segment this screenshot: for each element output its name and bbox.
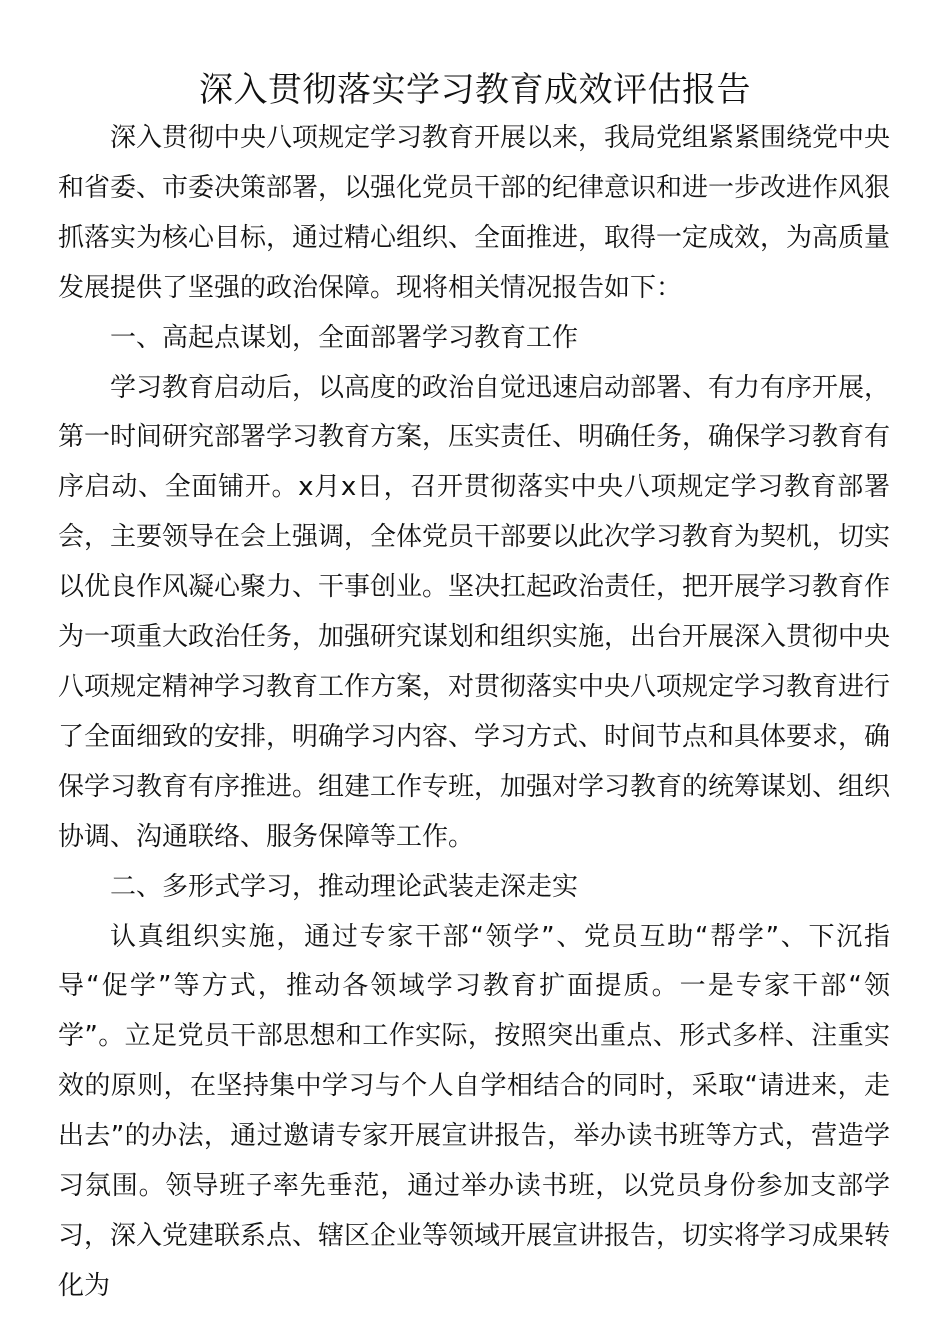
document-title: 深入贯彻落实学习教育成效评估报告 [199,70,751,110]
document-body [58,114,890,1312]
intro-paragraph: 深入贯彻中央八项规定学习教育开展以来，我局党组紧紧围绕党中央和省委、市委决策部署，以强化党员干部的纪律意识和进一步改进作风狠抓落实为核心目标，通过精心组织、全面推进，取得一定成效，为高质量发展提供了坚强的政治保障。现将相关情况报告如下： [58,123,891,303]
section-heading-2: 二、多形式学习，推动理论武装走深走实 [110,871,579,902]
section-1-paragraph: 学习教育启动后，以高度的政治自觉迅速启动部署、有力有序开展，第一时间研究部署学习教育方案，压实责任、明确任务，确保学习教育有序启动、全面铺开。x月x日，召开贯彻落实中央八项规定学习教育部署会，主要领导在会上强调，全体党员干部要以此次学习教育为契机，切实以优良作风凝心聚力、干事创业。坚决扛起政治责任，把开展学习教育作为一项重大政治任务，加强研究谋划和组织实施，出台开展深入贯彻中央八项规定精神学习教育工作方案，对贯彻落实中央八项规定学习教育进行了全面细致的安排，明确学习内容、学习方式、时间节点和具体要求，确保学习教育有序推进。组建工作专班，加强对学习教育的统筹谋划、组织协调、沟通联络、服务保障等工作。 [58,372,891,852]
section-2-paragraph: 认真组织实施，通过专家干部“领学”、党员互助“帮学”、下沉指导“促学”等方式，推动各领域学习教育扩面提质。一是专家干部“领学”。立足党员干部思想和工作实际，按照突出重点、形式多样、注重实效的原则，在坚持集中学习与个人自学相结合的同时，采取“请进来，走出去”的办法，通过邀请专家开展宣讲报告，举办读书班等方式，营造学习氛围。领导班子率先垂范，通过举办读书班，以党员身份参加支部学习，深入党建联系点、辖区企业等领域开展宣讲报告，切实将学习成果转化为 [58,921,891,1301]
section-heading-1: 一、高起点谋划，全面部署学习教育工作 [110,322,579,353]
